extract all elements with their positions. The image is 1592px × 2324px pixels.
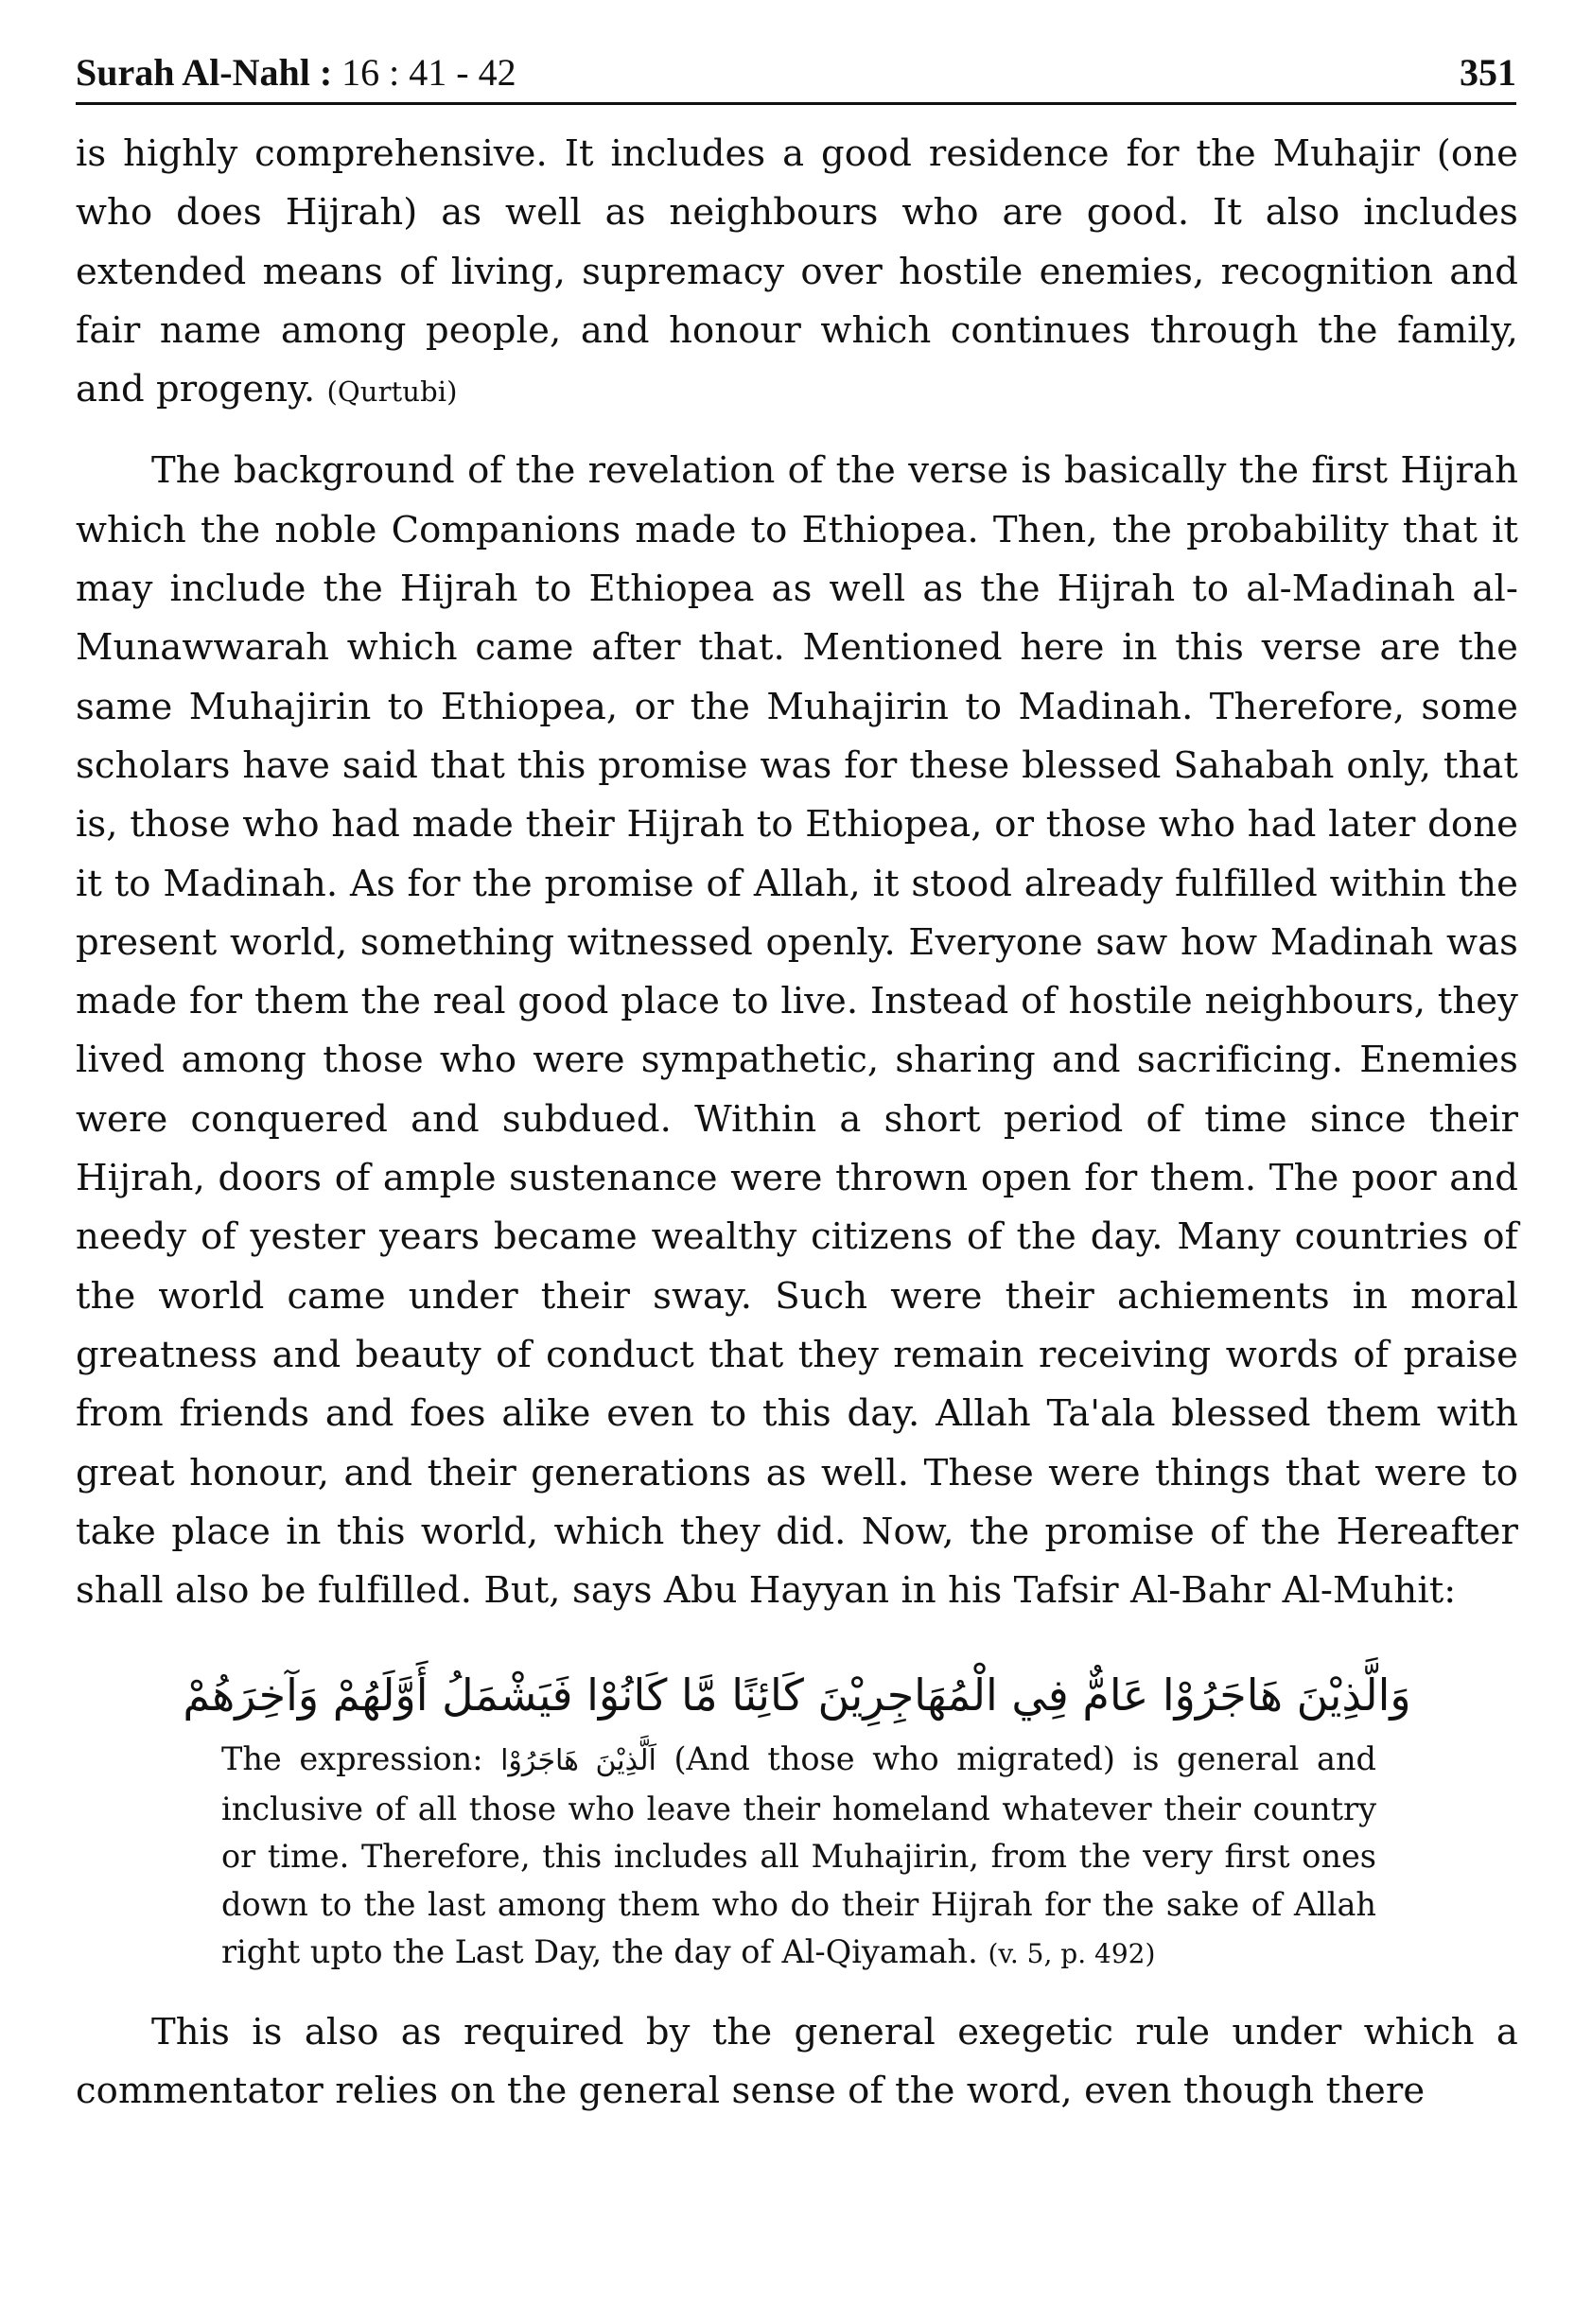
surah-name: Surah Al-Nahl :: [76, 51, 333, 94]
running-title: [76, 50, 516, 95]
arabic-phrase: اَلَّذِيْنَ هَاجَرُوْا: [500, 1744, 656, 1778]
translation-text: (And those who migrated) is general and inclusive of all those who leave their homeland whatever their country or time. Therefore, this includes all Muhajirin, from the very first ones down to the last among them who do their Hijrah for the sake of Allah right upto the Last Day, the day of Al-Qiyamah.: [221, 1740, 1376, 1971]
page-number: 351: [1460, 51, 1516, 94]
citation: (Qurtubi): [326, 376, 458, 409]
page-body: [76, 125, 1518, 2122]
verse-reference: 16 : 41 - 42: [341, 51, 516, 94]
paragraph-exegetic-rule: [76, 2003, 1518, 2122]
paragraph-background: [76, 442, 1518, 1620]
translation-block: [221, 1736, 1376, 1979]
citation: (v. 5, p. 492): [988, 1938, 1156, 1970]
paragraph-continuation: [76, 125, 1518, 421]
arabic-quotation: وَالَّذِيْنَ هَاجَرُوْا عَامٌّ فِي الْمُهَاجِرِيْنَ كَائِنًا مَّا كَانُوْا فَيَشْمَلُ أَوَّلَهُمْ وَآخِرَهُمْ: [183, 1669, 1411, 1721]
paragraph-text: is highly comprehensive. It includes a good residence for the Muhajir (one who does Hijrah) as well as neighbours who are good. It also includes extended means of living, supremacy over hostile enemies, recognition and fair name among people, and honour which continues through the family, and progeny.: [76, 132, 1518, 411]
paragraph-text: This is also as required by the general exegetic rule under which a commentator relies on the general sense of the word, even though there: [76, 2010, 1518, 2113]
translation-lead: The expression:: [221, 1740, 483, 1778]
paragraph-text: The background of the revelation of the verse is basically the first Hijrah which the noble Companions made to Ethiopea. Then, the probability that it may include the Hijrah to Ethiopea as well as the Hijrah to al-Madinah al-Munawwarah which came after that. Mentioned here in this verse are the same Muhajirin to Ethiopea, or the Muhajirin to Madinah. Therefore, some scholars have said that this promise was for these blessed Sahabah only, that is, those who had made their Hijrah to Ethiopea, or those who had later done it to Madinah. As for the promise of Allah, it stood already fulfilled within the present world, something witnessed openly. Everyone saw how Madinah was made for them the real good place to live. Instead of hostile neighbours, they lived among those who were sympathetic, sharing and sacrificing. Enemies were conquered and subdued. Within a short period of time since their Hijrah, doors of ample sustenance were thrown open for them. The poor and needy of yester years became wealthy citizens of the day. Many countries of the world came under their sway. Such were their achiements in moral greatness and beauty of conduct that they remain receiving words of praise from friends and foes alike even to this day. Allah Ta'ala blessed them with great honour, and their generations as well. These were things that were to take place in this world, which they did. Now, the promise of the Hereafter shall also be fulfilled. But, says Abu Hayyan in his Tafsir Al-Bahr Al-Muhit:: [76, 449, 1518, 1613]
running-header: [76, 38, 1516, 105]
